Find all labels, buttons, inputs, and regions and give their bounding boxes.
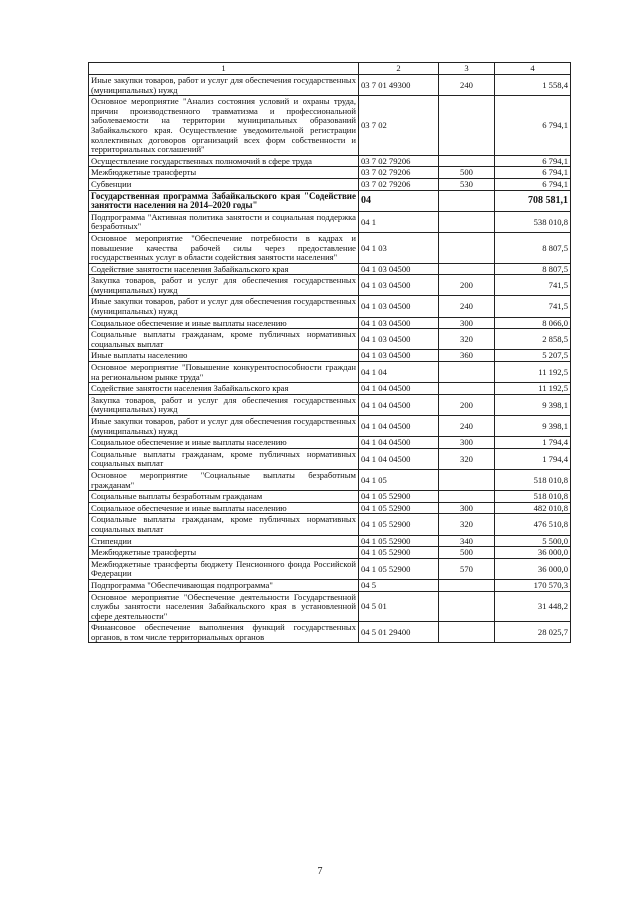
row-code-cell: 04 5 01 29400: [359, 622, 439, 643]
row-amount-cell: 1 794,4: [495, 437, 571, 449]
table-row: [89, 622, 571, 643]
row-amount-cell: 482 010,8: [495, 502, 571, 514]
row-amount-cell: 9 398,1: [495, 416, 571, 437]
row-expense-type-cell: 320: [439, 448, 495, 469]
row-code-cell: 03 7 02: [359, 96, 439, 156]
row-amount-cell: 538 010,8: [495, 211, 571, 232]
row-name-cell: Социальные выплаты гражданам, кроме публичных нормативных социальных выплат: [89, 514, 359, 535]
row-name-cell: Основное мероприятие "Обеспечение деятельности Государственной службы занятости населения Забайкальского края в установленной сфере деятельности": [89, 591, 359, 622]
row-name-cell: Иные закупки товаров, работ и услуг для обеспечения государственных (муниципальных) нужд: [89, 416, 359, 437]
row-name-cell: Социальное обеспечение и иные выплаты населению: [89, 502, 359, 514]
row-amount-cell: 741,5: [495, 275, 571, 296]
table-row: [89, 514, 571, 535]
row-amount-cell: 476 510,8: [495, 514, 571, 535]
row-expense-type-cell: 240: [439, 416, 495, 437]
table-row: [89, 502, 571, 514]
row-expense-type-cell: [439, 190, 495, 211]
row-expense-type-cell: 240: [439, 296, 495, 317]
row-amount-cell: 1 558,4: [495, 75, 571, 96]
table-row: [89, 535, 571, 547]
row-code-cell: 04 1 03 04500: [359, 296, 439, 317]
header-col-1: 1: [89, 63, 359, 75]
row-code-cell: 03 7 02 79206: [359, 167, 439, 179]
table-row: [89, 167, 571, 179]
row-expense-type-cell: [439, 591, 495, 622]
row-name-cell: Социальное обеспечение и иные выплаты населению: [89, 437, 359, 449]
row-expense-type-cell: [439, 96, 495, 156]
row-name-cell: Подпрограмма "Обеспечивающая подпрограмма": [89, 579, 359, 591]
row-amount-cell: 31 448,2: [495, 591, 571, 622]
table-row: [89, 416, 571, 437]
row-expense-type-cell: [439, 155, 495, 167]
row-code-cell: 04 1 04 04500: [359, 383, 439, 395]
row-code-cell: 04 1 04 04500: [359, 437, 439, 449]
row-amount-cell: 6 794,1: [495, 155, 571, 167]
table-row: [89, 579, 571, 591]
row-amount-cell: 2 858,5: [495, 329, 571, 350]
table-row: [89, 96, 571, 156]
row-name-cell: Закупка товаров, работ и услуг для обеспечения государственных (муниципальных) нужд: [89, 275, 359, 296]
row-amount-cell: 1 794,4: [495, 448, 571, 469]
row-name-cell: Иные закупки товаров, работ и услуг для обеспечения государственных (муниципальных) нужд: [89, 75, 359, 96]
row-code-cell: 04 1 05: [359, 469, 439, 490]
row-name-cell: Межбюджетные трансферты бюджету Пенсионного фонда Российской Федерации: [89, 558, 359, 579]
row-expense-type-cell: 200: [439, 394, 495, 415]
row-expense-type-cell: 320: [439, 514, 495, 535]
table-row: [89, 329, 571, 350]
row-code-cell: 04 1: [359, 211, 439, 232]
table-row: [89, 232, 571, 263]
row-expense-type-cell: 530: [439, 178, 495, 190]
row-name-cell: Субвенции: [89, 178, 359, 190]
row-code-cell: 04 1 03 04500: [359, 329, 439, 350]
budget-table: [88, 62, 571, 643]
row-amount-cell: 518 010,8: [495, 491, 571, 503]
row-code-cell: 03 7 02 79206: [359, 178, 439, 190]
row-expense-type-cell: [439, 579, 495, 591]
table-row: [89, 448, 571, 469]
row-name-cell: Иные закупки товаров, работ и услуг для обеспечения государственных (муниципальных) нужд: [89, 296, 359, 317]
row-code-cell: 04 1 04 04500: [359, 416, 439, 437]
row-name-cell: Социальные выплаты гражданам, кроме публичных нормативных социальных выплат: [89, 329, 359, 350]
row-amount-cell: 170 570,3: [495, 579, 571, 591]
table-row: [89, 263, 571, 275]
row-amount-cell: 8 066,0: [495, 317, 571, 329]
table-row: [89, 317, 571, 329]
row-amount-cell: 741,5: [495, 296, 571, 317]
row-code-cell: 04 1 05 52900: [359, 558, 439, 579]
row-name-cell: Содействие занятости населения Забайкальского края: [89, 263, 359, 275]
row-name-cell: Содействие занятости населения Забайкальского края: [89, 383, 359, 395]
row-amount-cell: 28 025,7: [495, 622, 571, 643]
row-amount-cell: 11 192,5: [495, 362, 571, 383]
row-name-cell: Государственная программа Забайкальского края "Содействие занятости населения на 2014–2020 годы": [89, 190, 359, 211]
row-name-cell: Межбюджетные трансферты: [89, 167, 359, 179]
table-row: [89, 275, 571, 296]
row-amount-cell: 6 794,1: [495, 178, 571, 190]
row-code-cell: 04 1 03 04500: [359, 317, 439, 329]
row-amount-cell: 8 807,5: [495, 232, 571, 263]
row-code-cell: 04 5 01: [359, 591, 439, 622]
row-expense-type-cell: [439, 491, 495, 503]
row-expense-type-cell: 500: [439, 547, 495, 559]
table-row: [89, 437, 571, 449]
row-name-cell: Социальные выплаты безработным гражданам: [89, 491, 359, 503]
table-row: [89, 211, 571, 232]
row-amount-cell: 6 794,1: [495, 96, 571, 156]
row-name-cell: Иные выплаты населению: [89, 350, 359, 362]
row-expense-type-cell: [439, 211, 495, 232]
row-name-cell: Осуществление государственных полномочий в сфере труда: [89, 155, 359, 167]
row-expense-type-cell: [439, 232, 495, 263]
row-name-cell: Основное мероприятие "Повышение конкурентоспособности граждан на региональном рынке труда": [89, 362, 359, 383]
row-code-cell: 04 1 05 52900: [359, 514, 439, 535]
row-expense-type-cell: 300: [439, 437, 495, 449]
row-amount-cell: 518 010,8: [495, 469, 571, 490]
row-amount-cell: 11 192,5: [495, 383, 571, 395]
row-name-cell: Основное мероприятие "Обеспечение потребности в кадрах и повышение качества рабочей силы через предоставление государственных услуг в области содействия занятости населения": [89, 232, 359, 263]
row-amount-cell: 36 000,0: [495, 558, 571, 579]
row-expense-type-cell: 300: [439, 502, 495, 514]
row-name-cell: Социальное обеспечение и иные выплаты населению: [89, 317, 359, 329]
table-row: [89, 296, 571, 317]
row-name-cell: Стипендии: [89, 535, 359, 547]
table-row: [89, 362, 571, 383]
header-col-2: 2: [359, 63, 439, 75]
row-amount-cell: 6 794,1: [495, 167, 571, 179]
table-row: [89, 178, 571, 190]
row-code-cell: 03 7 02 79206: [359, 155, 439, 167]
table-row: [89, 469, 571, 490]
row-name-cell: Основное мероприятие "Анализ состояния условий и охраны труда, причин производственного травматизма и профессиональной заболеваемости на территории муниципальных образований Забайкальского края. Осуществление уведомительной регистрации коллективных договоров организаций всех форм собственности и территориальных соглашений": [89, 96, 359, 156]
row-code-cell: 04 1 03 04500: [359, 350, 439, 362]
row-code-cell: 04 5: [359, 579, 439, 591]
table-row: [89, 491, 571, 503]
table-row: [89, 591, 571, 622]
row-code-cell: 04: [359, 190, 439, 211]
row-amount-cell: 36 000,0: [495, 547, 571, 559]
row-name-cell: Закупка товаров, работ и услуг для обеспечения государственных (муниципальных) нужд: [89, 394, 359, 415]
row-expense-type-cell: [439, 362, 495, 383]
row-expense-type-cell: [439, 383, 495, 395]
header-col-4: 4: [495, 63, 571, 75]
row-code-cell: 04 1 04: [359, 362, 439, 383]
row-name-cell: Социальные выплаты гражданам, кроме публичных нормативных социальных выплат: [89, 448, 359, 469]
table-row: [89, 558, 571, 579]
row-expense-type-cell: 300: [439, 317, 495, 329]
table-row: [89, 155, 571, 167]
row-code-cell: 04 1 05 52900: [359, 535, 439, 547]
row-expense-type-cell: 360: [439, 350, 495, 362]
row-expense-type-cell: 570: [439, 558, 495, 579]
row-expense-type-cell: 200: [439, 275, 495, 296]
row-expense-type-cell: 500: [439, 167, 495, 179]
row-expense-type-cell: 240: [439, 75, 495, 96]
row-expense-type-cell: [439, 622, 495, 643]
page-number: 7: [317, 866, 323, 877]
row-code-cell: 04 1 05 52900: [359, 491, 439, 503]
row-expense-type-cell: [439, 469, 495, 490]
table-row: [89, 350, 571, 362]
header-col-3: 3: [439, 63, 495, 75]
row-code-cell: 04 1 04 04500: [359, 394, 439, 415]
row-name-cell: Финансовое обеспечение выполнения функций государственных органов, в том числе территориальных органов: [89, 622, 359, 643]
table-row: [89, 394, 571, 415]
row-amount-cell: 708 581,1: [495, 190, 571, 211]
row-name-cell: Межбюджетные трансферты: [89, 547, 359, 559]
row-amount-cell: 8 807,5: [495, 263, 571, 275]
row-code-cell: 04 1 03: [359, 232, 439, 263]
row-code-cell: 04 1 03 04500: [359, 263, 439, 275]
table-row: [89, 547, 571, 559]
row-code-cell: 04 1 05 52900: [359, 547, 439, 559]
row-amount-cell: 5 500,0: [495, 535, 571, 547]
table-header-row: [89, 63, 571, 75]
row-code-cell: 03 7 01 49300: [359, 75, 439, 96]
table-row: [89, 190, 571, 211]
row-code-cell: 04 1 05 52900: [359, 502, 439, 514]
row-amount-cell: 5 207,5: [495, 350, 571, 362]
row-expense-type-cell: 320: [439, 329, 495, 350]
row-code-cell: 04 1 04 04500: [359, 448, 439, 469]
row-name-cell: Основное мероприятие "Социальные выплаты безработным гражданам": [89, 469, 359, 490]
row-amount-cell: 9 398,1: [495, 394, 571, 415]
row-code-cell: 04 1 03 04500: [359, 275, 439, 296]
row-name-cell: Подпрограмма "Активная политика занятости и социальная поддержка безработных": [89, 211, 359, 232]
table-row: [89, 75, 571, 96]
table-row: [89, 383, 571, 395]
row-expense-type-cell: 340: [439, 535, 495, 547]
row-expense-type-cell: [439, 263, 495, 275]
